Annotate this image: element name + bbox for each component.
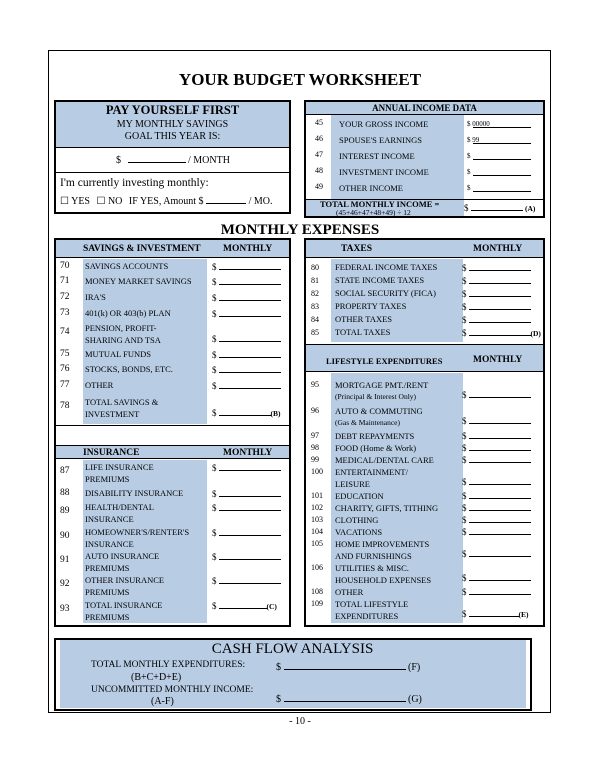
amount-field[interactable]: [469, 288, 531, 297]
annual-income-box: [304, 100, 545, 218]
savings-row-label: [85, 260, 168, 272]
tax-row-label: PROPERTY TAXES: [335, 301, 407, 311]
lifestyle-row-label: [335, 586, 363, 598]
insurance-monthly-heading: MONTHLY: [223, 448, 273, 458]
taxes-lifestyle-box: [304, 238, 545, 627]
lifestyle-row-line1: EDUCATION: [335, 491, 384, 501]
total-income-label: TOTAL MONTHLY INCOME =: [320, 199, 440, 209]
insurance-row-number: 90: [60, 531, 70, 541]
lifestyle-row-line1: HOME IMPROVEMENTS: [335, 539, 430, 549]
amount-field[interactable]: [219, 502, 281, 511]
amount-field[interactable]: [219, 333, 281, 342]
lifestyle-row-label: [335, 562, 431, 586]
lifestyle-row-number: 98: [311, 443, 319, 452]
expenditures-dollar: $: [276, 662, 281, 673]
lifestyle-row-label: [335, 405, 423, 429]
lifestyle-row-number: 100: [311, 467, 323, 476]
income-row-label: INTEREST INCOME: [339, 151, 415, 161]
amount-field[interactable]: [469, 514, 531, 523]
savings-row-line1: SAVINGS ACCOUNTS: [85, 261, 169, 271]
lifestyle-row-line1: CLOTHING: [335, 515, 379, 525]
per-month-label: / MONTH: [188, 155, 230, 166]
uncommitted-formula: (A-F): [151, 696, 174, 707]
lifestyle-row-line1: VACATIONS: [335, 527, 383, 537]
lifestyle-row-number: 106: [311, 563, 323, 572]
lifestyle-row-line1: AUTO & COMMUTING: [335, 406, 423, 416]
savings-row-line1: MONEY MARKET SAVINGS: [85, 276, 192, 286]
amount-field[interactable]: [469, 327, 531, 336]
savings-row-line1: STOCKS, BONDS, ETC.: [85, 364, 173, 374]
insurance-row-number: 87: [60, 466, 70, 476]
lifestyle-row-number: 105: [311, 539, 323, 548]
tax-row-number: 83: [311, 302, 319, 311]
lifestyle-row-line2: EXPENDITURES: [335, 611, 399, 621]
savings-row-number: 78: [60, 401, 70, 411]
lifestyle-row-number: 99: [311, 455, 319, 464]
uncommitted-field[interactable]: [284, 692, 406, 702]
lifestyle-row-number: 109: [311, 599, 323, 608]
lifestyle-row-number: 96: [311, 406, 319, 415]
dollar-sign: $: [212, 601, 217, 611]
dollar-sign: $: [212, 293, 217, 303]
tax-row-label: SOCIAL SECURITY (FICA): [335, 288, 436, 298]
savings-row-line1: 401(k) OR 403(b) PLAN: [85, 308, 171, 318]
lifestyle-row-label: [335, 454, 434, 466]
insurance-row-label: [85, 526, 189, 550]
expenditures-label: TOTAL MONTHLY EXPENDITURES:: [91, 660, 246, 670]
taxes-heading: TAXES: [341, 244, 372, 254]
dollar-sign: $: [212, 489, 217, 499]
expenditures-field[interactable]: [284, 660, 406, 670]
lifestyle-row-line2: HOUSEHOLD EXPENSES: [335, 575, 432, 585]
amount-field[interactable]: [469, 314, 531, 323]
lifestyle-row-number: 97: [311, 431, 319, 440]
income-row-value: $ 99: [467, 136, 480, 144]
amount-field[interactable]: [469, 442, 531, 451]
insurance-row-line2: PREMIUMS: [85, 474, 130, 484]
savings-row-label: [85, 322, 161, 346]
tax-row-number: 82: [311, 289, 319, 298]
amount-field[interactable]: [469, 262, 531, 271]
lifestyle-row-line1: TOTAL LIFESTYLE: [335, 599, 409, 609]
income-row-label: SPOUSE'S EARNINGS: [339, 135, 423, 145]
amount-field[interactable]: [219, 488, 281, 497]
dollar-sign: $: [462, 455, 467, 465]
savings-row-label: [85, 275, 192, 287]
savings-row-label: [85, 291, 106, 303]
savings-heading: SAVINGS & INVESTMENT: [83, 244, 201, 254]
savings-row-line2: INVESTMENT: [85, 409, 140, 419]
annual-income-header: ANNUAL INCOME DATA: [306, 102, 543, 115]
taxes-monthly-heading: MONTHLY: [473, 244, 523, 254]
total-code: (C): [266, 602, 277, 611]
no-checkbox[interactable]: ☐ NO: [96, 196, 123, 207]
amount-field[interactable]: [219, 575, 281, 584]
lifestyle-row-line1: DEBT REPAYMENTS: [335, 431, 415, 441]
uncommitted-label: UNCOMMITTED MONTHLY INCOME:: [91, 685, 254, 695]
if-yes-label: IF YES, Amount $: [128, 196, 204, 207]
insurance-row-number: 93: [60, 604, 70, 614]
lifestyle-row-line1: MORTGAGE PMT./RENT: [335, 380, 429, 390]
cash-flow-box: [54, 638, 532, 711]
dollar-sign: $: [462, 549, 467, 559]
income-row-field[interactable]: [473, 118, 531, 128]
monthly-expenses-title: MONTHLY EXPENSES: [220, 222, 380, 238]
lifestyle-row-label: [335, 442, 416, 454]
dollar-sign: $: [212, 528, 217, 538]
savings-row-label: [85, 307, 171, 319]
tax-row-number: 81: [311, 276, 319, 285]
total-income-code: (A): [525, 204, 536, 213]
expenditures-formula: (B+C+D+E): [131, 672, 182, 683]
total-code: (D): [530, 329, 541, 338]
dollar-sign: $: [212, 463, 217, 473]
amount-field[interactable]: [469, 301, 531, 310]
amount-field[interactable]: [219, 364, 281, 373]
yes-checkbox[interactable]: ☐ YES: [60, 196, 90, 207]
dollar-sign: $: [462, 477, 467, 487]
insurance-row-line2: INSURANCE: [85, 514, 134, 524]
savings-row-number: 77: [60, 380, 70, 390]
income-row-label: YOUR GROSS INCOME: [339, 119, 429, 129]
amount-field[interactable]: [469, 415, 531, 424]
insurance-row-line1: HOMEOWNER'S/RENTER'S: [85, 527, 190, 537]
income-row-value: $: [467, 184, 471, 192]
income-row-field[interactable]: [473, 150, 531, 160]
dollar-sign: $: [462, 587, 467, 597]
tax-row-label: FEDERAL INCOME TAXES: [335, 262, 438, 272]
amount-field[interactable]: [219, 527, 281, 536]
pay-yourself-heading: PAY YOURSELF FIRST: [105, 103, 240, 117]
income-row-field[interactable]: [473, 134, 531, 144]
amount-field[interactable]: [469, 430, 531, 439]
lifestyle-row-number: 102: [311, 503, 323, 512]
insurance-row-label: [85, 487, 183, 499]
income-row-field[interactable]: [473, 182, 531, 192]
amount-field[interactable]: [219, 462, 281, 471]
income-row-label: OTHER INCOME: [339, 183, 403, 193]
income-row-value: $: [467, 152, 471, 160]
insurance-row-label: [85, 574, 164, 598]
lifestyle-row-line1: MEDICAL/DENTAL CARE: [335, 455, 434, 465]
insurance-row-line1: OTHER INSURANCE: [85, 575, 165, 585]
savings-row-number: 74: [60, 327, 70, 337]
tax-row-label: TOTAL TAXES: [335, 327, 391, 337]
tax-row-label: STATE INCOME TAXES: [335, 275, 425, 285]
savings-goal-line2: GOAL THIS YEAR IS:: [124, 131, 221, 142]
amount-field[interactable]: [469, 389, 531, 398]
lifestyle-row-label: [335, 598, 408, 622]
income-row-value: $: [467, 168, 471, 176]
lifestyle-row-label: [335, 538, 429, 562]
insurance-row-line2: PREMIUMS: [85, 563, 130, 573]
dollar-sign: $: [212, 277, 217, 287]
income-row-label: INVESTMENT INCOME: [339, 167, 429, 177]
dollar-sign: $: [212, 381, 217, 391]
amount-field[interactable]: [469, 526, 531, 535]
lifestyle-row-line1: OTHER: [335, 587, 364, 597]
amount-field[interactable]: [219, 292, 281, 301]
amount-field[interactable]: [469, 490, 531, 499]
savings-row-line1: OTHER: [85, 380, 114, 390]
savings-row-number: 76: [60, 364, 70, 374]
dollar-sign: $: [462, 491, 467, 501]
tax-row-number: 85: [311, 328, 319, 337]
per-mo-label: / MO.: [248, 196, 273, 207]
savings-row-label: [85, 379, 113, 391]
dollar-sign: $: [462, 276, 467, 286]
lifestyle-row-label: [335, 379, 428, 403]
amount-field[interactable]: [469, 548, 531, 557]
savings-row-line1: TOTAL SAVINGS &: [85, 397, 159, 407]
amount-field[interactable]: [219, 276, 281, 285]
insurance-row-label: [85, 461, 154, 485]
page-number: - 10 -: [289, 716, 311, 727]
insurance-heading: INSURANCE: [83, 448, 140, 458]
dollar-sign: $: [462, 573, 467, 583]
amount-field[interactable]: [469, 502, 531, 511]
total-code: (E): [518, 610, 529, 619]
savings-row-label: [85, 363, 173, 375]
lifestyle-row-line2: (Gas & Maintenance): [335, 418, 400, 427]
savings-monthly-heading: MONTHLY: [223, 244, 273, 254]
income-row-number: 47: [315, 150, 323, 159]
lifestyle-monthly-heading: MONTHLY: [473, 355, 523, 365]
dollar-sign: $: [462, 390, 467, 400]
insurance-row-label: [85, 599, 162, 623]
amount-field[interactable]: [469, 586, 531, 595]
dollar-sign: $: [212, 350, 217, 360]
amount-field[interactable]: [469, 476, 531, 485]
pay-yourself-box: [54, 100, 291, 214]
dollar-sign: $: [462, 431, 467, 441]
savings-row-line1: IRA'S: [85, 292, 106, 302]
dollar-sign: $: [462, 609, 467, 619]
savings-row-line1: PENSION, PROFIT-: [85, 323, 157, 333]
insurance-row-label: [85, 550, 159, 574]
savings-row-number: 71: [60, 276, 70, 286]
insurance-row-line2: PREMIUMS: [85, 612, 130, 622]
dollar-sign: $: [462, 289, 467, 299]
savings-goal-field[interactable]: [128, 154, 186, 163]
uncommitted-dollar: $: [276, 694, 281, 705]
amount-field[interactable]: [469, 275, 531, 284]
amount-field[interactable]: [469, 454, 531, 463]
insurance-row-number: 92: [60, 579, 70, 589]
lifestyle-row-label: [335, 466, 408, 490]
dollar-sign: $: [212, 503, 217, 513]
amount-field[interactable]: [219, 407, 271, 416]
savings-insurance-box: [54, 238, 291, 627]
amount-field[interactable]: [219, 261, 281, 270]
amount-field[interactable]: [219, 308, 281, 317]
dollar-sign: $: [212, 552, 217, 562]
total-income-formula: (45+46+47+48+49) ÷ 12: [336, 208, 411, 217]
dollar-sign: $: [212, 576, 217, 586]
tax-row-number: 84: [311, 315, 319, 324]
insurance-row-number: 89: [60, 506, 70, 516]
savings-row-line1: MUTUAL FUNDS: [85, 349, 152, 359]
dollar-sign: $: [462, 515, 467, 525]
total-income-field[interactable]: [471, 202, 523, 211]
savings-row-line2: SHARING AND TSA: [85, 335, 161, 345]
dollar-sign: $: [462, 263, 467, 273]
amount-field[interactable]: [219, 600, 267, 609]
lifestyle-row-label: [335, 526, 382, 538]
dollar-sign: $: [462, 527, 467, 537]
insurance-row-line1: LIFE INSURANCE: [85, 462, 154, 472]
investing-question: I'm currently investing monthly:: [60, 177, 209, 189]
dollar-sign: $: [462, 302, 467, 312]
lifestyle-row-label: [335, 514, 378, 526]
page-title: YOUR BUDGET WORKSHEET: [178, 70, 422, 89]
lifestyle-row-number: 103: [311, 515, 323, 524]
dollar-sign: $: [462, 443, 467, 453]
savings-row-number: 73: [60, 308, 70, 318]
lifestyle-row-number: 95: [311, 380, 319, 389]
lifestyle-row-line2: (Principal & Interest Only): [335, 392, 417, 401]
dollar-sign: $: [462, 503, 467, 513]
lifestyle-row-label: [335, 490, 384, 502]
income-row-number: 46: [315, 134, 323, 143]
lifestyle-row-line1: ENTERTAINMENT/: [335, 467, 408, 477]
lifestyle-row-number: 108: [311, 587, 323, 596]
lifestyle-row-label: [335, 502, 438, 514]
lifestyle-row-number: 104: [311, 527, 323, 536]
amount-field[interactable]: [219, 551, 281, 560]
cash-flow-heading: CASH FLOW ANALYSIS: [211, 641, 374, 657]
savings-row-number: 70: [60, 261, 70, 271]
insurance-row-line2: INSURANCE: [85, 539, 134, 549]
insurance-row-line1: TOTAL INSURANCE: [85, 600, 163, 610]
amount-field[interactable]: [469, 572, 531, 581]
lifestyle-row-label: [335, 430, 414, 442]
dollar-sign: $: [462, 328, 467, 338]
savings-goal-dollar: $: [116, 155, 121, 166]
uncommitted-code: (G): [408, 694, 422, 705]
lifestyle-row-line2: LEISURE: [335, 479, 370, 489]
invest-amount-field[interactable]: [206, 195, 246, 204]
insurance-row-line1: DISABILITY INSURANCE: [85, 488, 184, 498]
income-row-number: 48: [315, 166, 323, 175]
income-row-number: 45: [315, 118, 323, 127]
insurance-row-line2: PREMIUMS: [85, 587, 130, 597]
tax-row-label: OTHER TAXES: [335, 314, 393, 324]
expenditures-code: (F): [408, 662, 421, 673]
lifestyle-row-number: 101: [311, 491, 323, 500]
dollar-sign: $: [462, 315, 467, 325]
lifestyle-row-line1: FOOD (Home & Work): [335, 443, 417, 453]
tax-row-number: 80: [311, 263, 319, 272]
insurance-row-number: 91: [60, 555, 70, 565]
lifestyle-row-line1: CHARITY, GIFTS, TITHING: [335, 503, 439, 513]
dollar-sign: $: [212, 365, 217, 375]
amount-field[interactable]: [219, 380, 281, 389]
dollar-sign: $: [212, 334, 217, 344]
income-row-number: 49: [315, 182, 323, 191]
dollar-sign: $: [212, 309, 217, 319]
amount-field[interactable]: [219, 349, 281, 358]
lifestyle-row-line1: UTILITIES & MISC.: [335, 563, 409, 573]
savings-row-number: 75: [60, 349, 70, 359]
savings-row-label: [85, 396, 158, 420]
lifestyle-heading: LIFESTYLE EXPENDITURES: [326, 356, 443, 366]
income-row-value: $ 00000: [467, 120, 490, 128]
savings-goal-line1: MY MONTHLY SAVINGS: [116, 119, 229, 130]
amount-field[interactable]: [469, 608, 519, 617]
savings-row-label: [85, 348, 151, 360]
insurance-row-label: [85, 501, 154, 525]
insurance-row-line1: HEALTH/DENTAL: [85, 502, 154, 512]
insurance-row-line1: AUTO INSURANCE: [85, 551, 160, 561]
savings-row-number: 72: [60, 292, 70, 302]
lifestyle-row-line2: AND FURNISHINGS: [335, 551, 412, 561]
income-row-field[interactable]: [473, 166, 531, 176]
total-code: (B): [270, 409, 281, 418]
dollar-sign: $: [212, 408, 217, 418]
insurance-row-number: 88: [60, 488, 70, 498]
dollar-sign: $: [212, 262, 217, 272]
total-income-dollar: $: [464, 203, 469, 213]
dollar-sign: $: [462, 416, 467, 426]
